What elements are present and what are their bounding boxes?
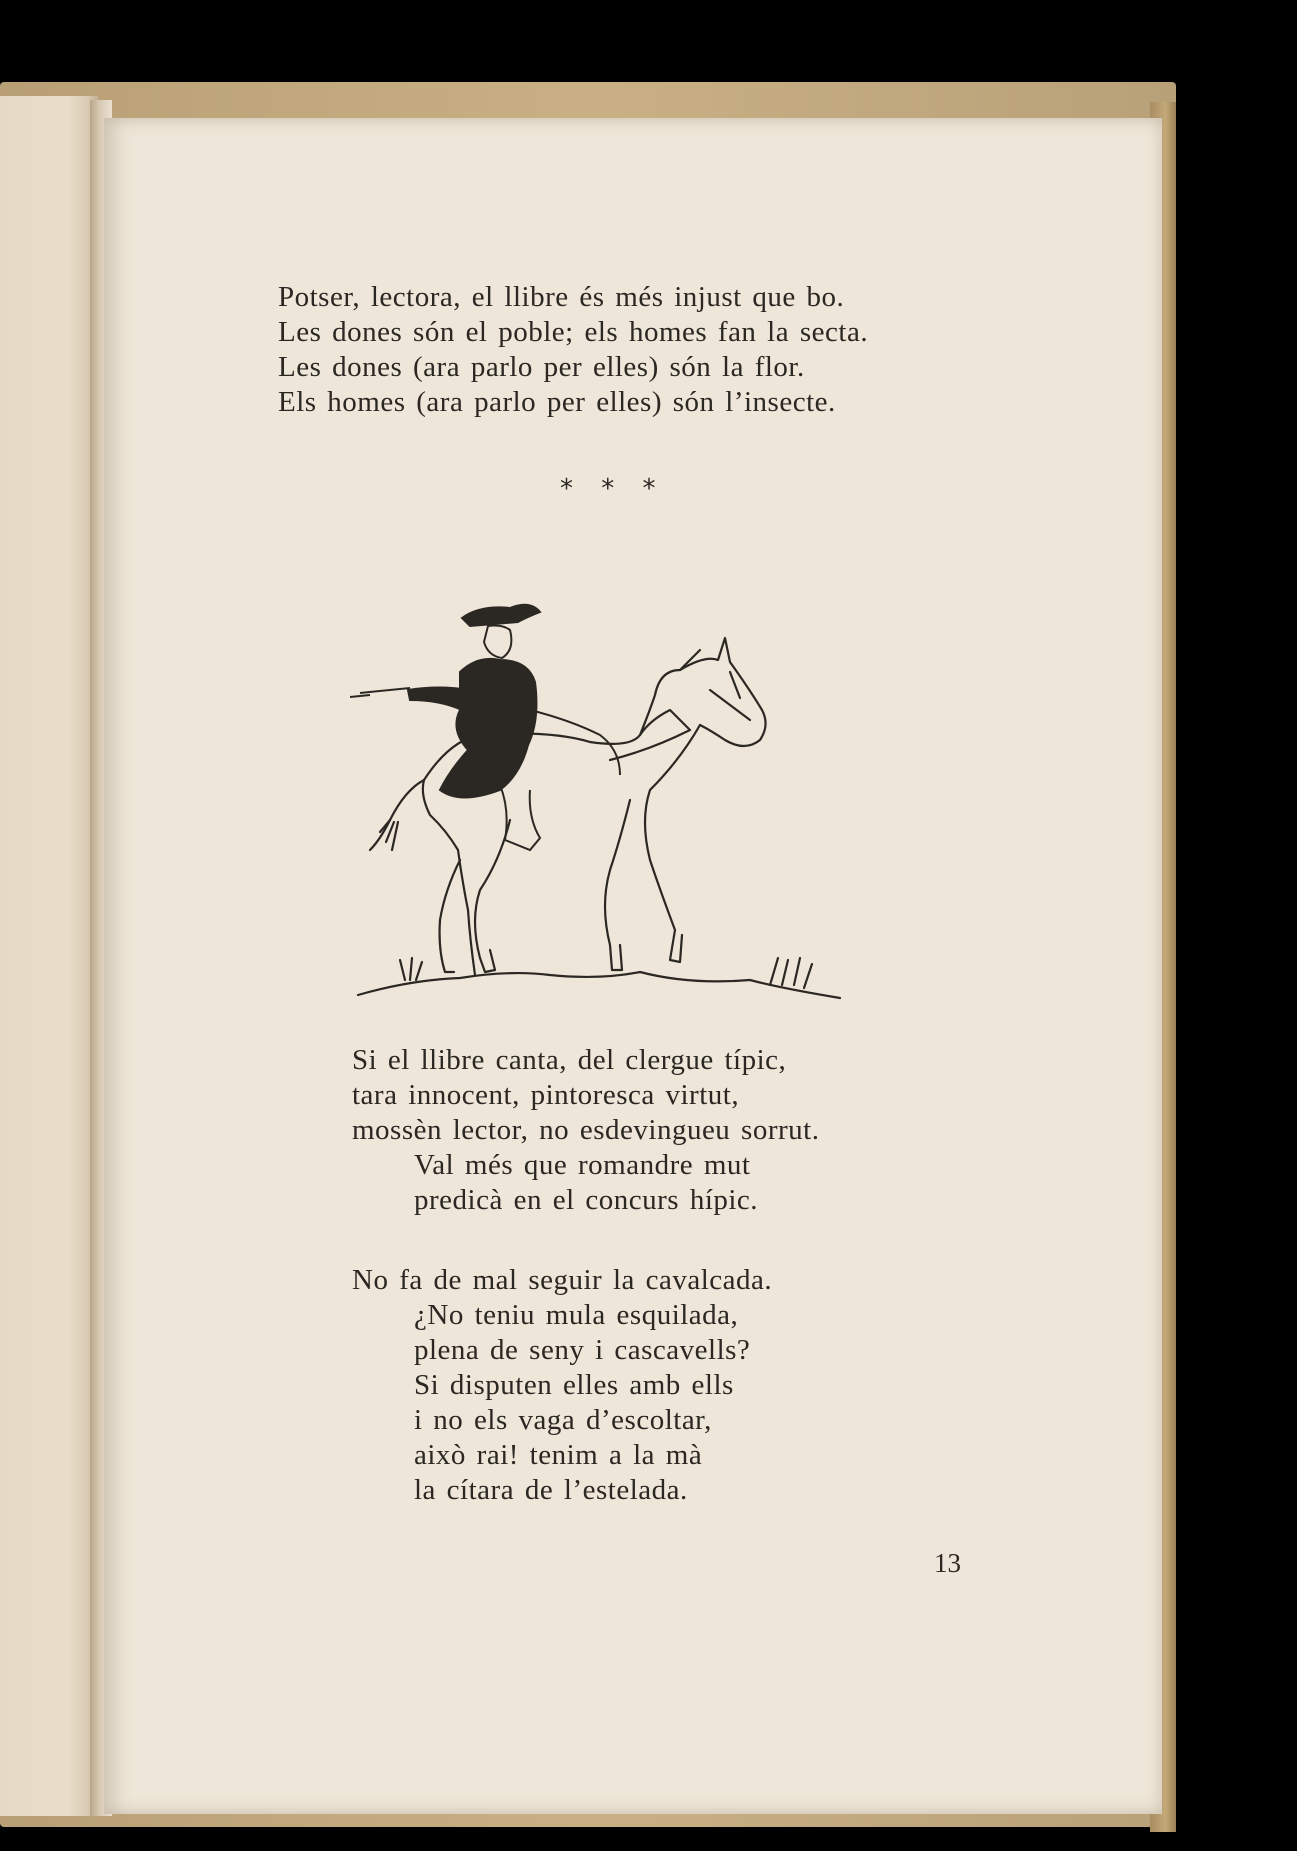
verse-line: No fa de mal seguir la cavalcada. bbox=[352, 1264, 773, 1296]
verse-line: Les dones (ara parlo per elles) són la flor. bbox=[278, 351, 805, 383]
verse-line: Els homes (ara parlo per elles) són l’insecte. bbox=[278, 386, 836, 418]
verse-line: Val més que romandre mut bbox=[414, 1149, 751, 1181]
verse-line: mossèn lector, no esdevingueu sorrut. bbox=[352, 1114, 820, 1146]
verse-line: plena de seny i cascavells? bbox=[414, 1334, 751, 1366]
verse-line: tara innocent, pintoresca virtut, bbox=[352, 1079, 740, 1111]
stanza-3 bbox=[352, 1263, 772, 1508]
verse-line: això rai! tenim a la mà bbox=[414, 1439, 703, 1471]
verse-line: Les dones són el poble; els homes fan la secta. bbox=[278, 316, 869, 348]
verse-line: Potser, lectora, el llibre és més injust que bo. bbox=[278, 281, 845, 313]
page-number: 13 bbox=[934, 1548, 961, 1578]
verse-line: i no els vaga d’escoltar, bbox=[414, 1404, 712, 1436]
priest-riding-mule-illustration bbox=[350, 560, 850, 1020]
verse-line: la cítara de l’estelada. bbox=[414, 1474, 688, 1506]
verse-line: predicà en el concurs hípic. bbox=[414, 1184, 759, 1216]
verse-line: Si disputen elles amb ells bbox=[414, 1369, 734, 1401]
stanza-2 bbox=[352, 1043, 819, 1218]
verse-line: Si el llibre canta, del clergue típic, bbox=[352, 1044, 787, 1076]
verse-line: ¿No teniu mula esquilada, bbox=[414, 1299, 739, 1331]
left-page bbox=[0, 96, 98, 1816]
section-separator: * * * bbox=[560, 474, 666, 504]
stanza-1 bbox=[278, 280, 868, 420]
